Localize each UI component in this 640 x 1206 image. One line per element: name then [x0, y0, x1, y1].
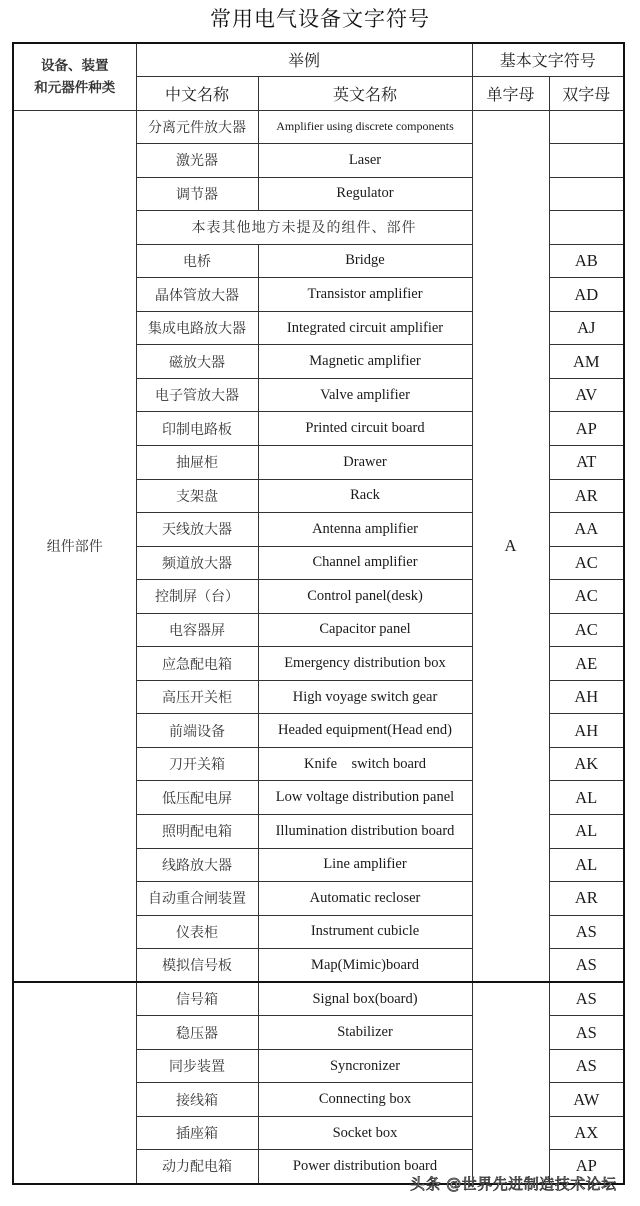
cn-name-cell: 接线箱: [136, 1083, 258, 1117]
category-cell: [13, 982, 136, 1183]
cn-name-cell: 照明配电箱: [136, 814, 258, 848]
en-name-cell: High voyage switch gear: [258, 680, 472, 714]
double-letter-cell: [549, 144, 624, 178]
cn-name-cell: 抽屉柜: [136, 445, 258, 479]
double-letter-cell: AL: [549, 781, 624, 815]
double-letter-cell: AM: [549, 345, 624, 379]
double-letter-cell: AS: [549, 1016, 624, 1050]
header-cn-name: 中文名称: [136, 76, 258, 110]
cn-name-cell: 刀开关箱: [136, 747, 258, 781]
en-name-cell: Signal box(board): [258, 982, 472, 1016]
cn-name-cell: 控制屏（台）: [136, 580, 258, 614]
en-name-cell: Valve amplifier: [258, 378, 472, 412]
cn-name-cell: 电桥: [136, 244, 258, 278]
header-category-line2: 和元器件种类: [34, 79, 116, 96]
en-name-cell: Amplifier using discrete components: [258, 110, 472, 144]
en-name-cell: Bridge: [258, 244, 472, 278]
double-letter-cell: AB: [549, 244, 624, 278]
en-name-cell: Stabilizer: [258, 1016, 472, 1050]
double-letter-cell: AT: [549, 445, 624, 479]
cn-name-cell: 电子管放大器: [136, 378, 258, 412]
single-letter-cell: A: [472, 110, 549, 982]
double-letter-cell: AA: [549, 513, 624, 547]
cn-name-cell: 电容器屏: [136, 613, 258, 647]
cn-name-cell: 线路放大器: [136, 848, 258, 882]
watermark: 头条 @世界先进制造技术论坛: [410, 1175, 617, 1193]
cn-name-cell: 仪表柜: [136, 915, 258, 949]
cn-name-cell: 频道放大器: [136, 546, 258, 580]
en-name-cell: Power distribution board: [258, 1150, 472, 1184]
cn-name-cell: 动力配电箱: [136, 1150, 258, 1184]
double-letter-cell: AV: [549, 378, 624, 412]
cn-name-cell: 高压开关柜: [136, 680, 258, 714]
double-letter-cell: AP: [549, 412, 624, 446]
en-name-cell: Laser: [258, 144, 472, 178]
en-name-cell: Knife switch board: [258, 747, 472, 781]
double-letter-cell: AR: [549, 479, 624, 513]
header-double-letter: 双字母: [549, 76, 624, 110]
cn-name-cell: 同步装置: [136, 1049, 258, 1083]
cn-name-cell: 印制电路板: [136, 412, 258, 446]
cn-name-cell: 低压配电屏: [136, 781, 258, 815]
table-body: [13, 110, 624, 1184]
cn-name-cell: 激光器: [136, 144, 258, 178]
double-letter-cell: AL: [549, 848, 624, 882]
table-header: [13, 43, 624, 110]
cn-name-cell: 模拟信号板: [136, 949, 258, 983]
symbol-table: [12, 42, 625, 1185]
cn-name-cell: 天线放大器: [136, 513, 258, 547]
header-basic-symbol: 基本文字符号: [472, 43, 624, 76]
en-name-cell: Magnetic amplifier: [258, 345, 472, 379]
cn-name-cell: 分离元件放大器: [136, 110, 258, 144]
cn-name-cell: 前端设备: [136, 714, 258, 748]
double-letter-cell: AH: [549, 680, 624, 714]
en-name-cell: Regulator: [258, 177, 472, 211]
en-name-cell: Connecting box: [258, 1083, 472, 1117]
category-cell: 组件部件: [13, 110, 136, 982]
en-name-cell: Automatic recloser: [258, 882, 472, 916]
cn-name-cell: 磁放大器: [136, 345, 258, 379]
en-name-cell: Transistor amplifier: [258, 278, 472, 312]
cn-name-cell: 应急配电箱: [136, 647, 258, 681]
double-letter-cell: AS: [549, 982, 624, 1016]
header-category-line1: 设备、装置: [41, 57, 109, 74]
double-letter-cell: AX: [549, 1116, 624, 1150]
double-letter-cell: AC: [549, 613, 624, 647]
en-name-cell: Low voltage distribution panel: [258, 781, 472, 815]
header-category: [13, 43, 136, 110]
cn-name-cell: 调节器: [136, 177, 258, 211]
header-en-name: 英文名称: [258, 76, 472, 110]
en-name-cell: Emergency distribution box: [258, 647, 472, 681]
cn-name-cell: 支架盘: [136, 479, 258, 513]
double-letter-cell: AS: [549, 949, 624, 983]
single-letter-cell: [472, 982, 549, 1183]
header-single-letter: 单字母: [472, 76, 549, 110]
double-letter-cell: AL: [549, 814, 624, 848]
double-letter-cell: [549, 211, 624, 245]
note-cell: 本表其他地方未提及的组件、部件: [136, 211, 472, 245]
cn-name-cell: 晶体管放大器: [136, 278, 258, 312]
double-letter-cell: [549, 110, 624, 144]
double-letter-cell: AS: [549, 915, 624, 949]
en-name-cell: Printed circuit board: [258, 412, 472, 446]
en-name-cell: Control panel(desk): [258, 580, 472, 614]
en-name-cell: Capacitor panel: [258, 613, 472, 647]
double-letter-cell: AK: [549, 747, 624, 781]
double-letter-cell: AP: [549, 1150, 624, 1184]
en-name-cell: Illumination distribution board: [258, 814, 472, 848]
double-letter-cell: AD: [549, 278, 624, 312]
en-name-cell: Syncronizer: [258, 1049, 472, 1083]
cn-name-cell: 信号箱: [136, 982, 258, 1016]
en-name-cell: Line amplifier: [258, 848, 472, 882]
en-name-cell: Instrument cubicle: [258, 915, 472, 949]
header-example: 举例: [136, 43, 472, 76]
en-name-cell: Rack: [258, 479, 472, 513]
page-title: 常用电气设备文字符号: [210, 7, 430, 31]
cn-name-cell: 自动重合闸装置: [136, 882, 258, 916]
en-name-cell: Antenna amplifier: [258, 513, 472, 547]
en-name-cell: Socket box: [258, 1116, 472, 1150]
double-letter-cell: AR: [549, 882, 624, 916]
double-letter-cell: AE: [549, 647, 624, 681]
double-letter-cell: [549, 177, 624, 211]
double-letter-cell: AH: [549, 714, 624, 748]
double-letter-cell: AJ: [549, 311, 624, 345]
en-name-cell: Integrated circuit amplifier: [258, 311, 472, 345]
en-name-cell: Drawer: [258, 445, 472, 479]
en-name-cell: Map(Mimic)board: [258, 949, 472, 983]
table-row: [13, 982, 624, 1016]
cn-name-cell: 稳压器: [136, 1016, 258, 1050]
en-name-cell: Channel amplifier: [258, 546, 472, 580]
table-row: [13, 110, 624, 144]
double-letter-cell: AC: [549, 546, 624, 580]
cn-name-cell: 插座箱: [136, 1116, 258, 1150]
cn-name-cell: 集成电路放大器: [136, 311, 258, 345]
en-name-cell: Headed equipment(Head end): [258, 714, 472, 748]
double-letter-cell: AS: [549, 1049, 624, 1083]
double-letter-cell: AC: [549, 580, 624, 614]
double-letter-cell: AW: [549, 1083, 624, 1117]
